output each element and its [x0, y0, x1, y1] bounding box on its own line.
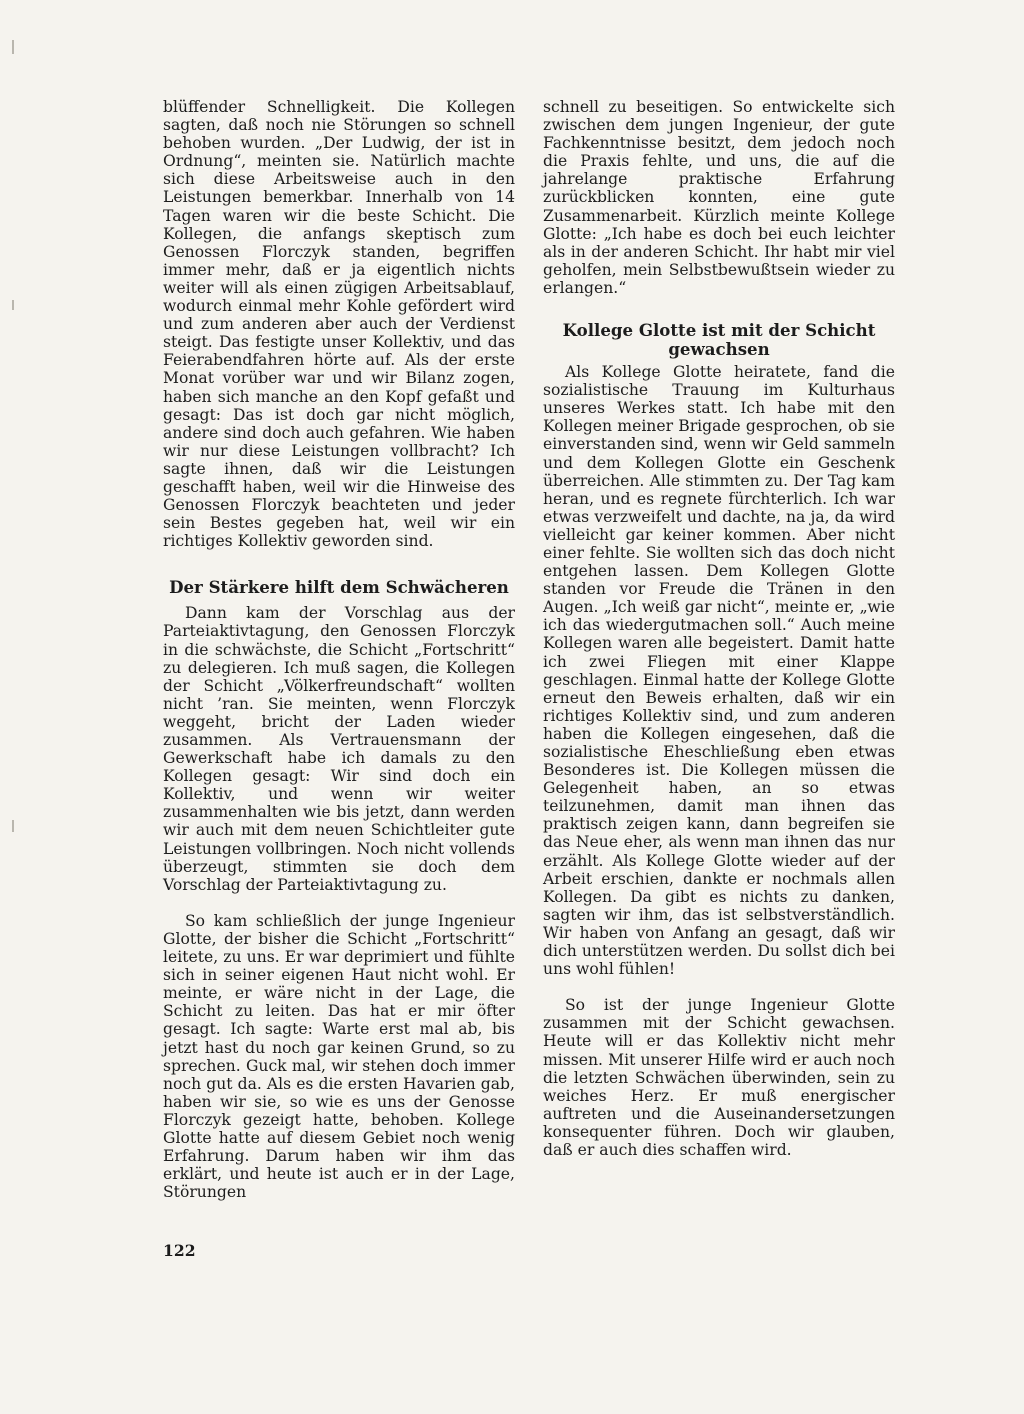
- scan-edge-mark: [12, 40, 14, 54]
- page-number: 122: [163, 1241, 196, 1260]
- section-heading-line: gewachsen: [668, 339, 770, 360]
- paragraph: Als Kollege Glotte heiratete, fand die sozialistische Trauung im Kulturhaus unseres Werkes statt. Ich habe mit den Kollegen meiner Brigade gesprochen, ob sie einverstanden sind, wenn wir Geld sammeln und dem Kollegen Glotte ein Geschenk überreichen. Alle stimmten zu. Der Tag kam heran, und es regnete fürchterlich. Ich war etwas verzweifelt und dachte, na ja, da wird vielleicht gar keiner kommen. Aber nicht einer fehlte. Sie wollten sich das doch nicht entgehen lassen. Dem Kollegen Glotte standen vor Freude die Tränen in den Augen. „Ich weiß gar nicht“, meinte er, „wie ich das wiedergutmachen soll.“ Auch meine Kollegen waren alle begeistert. Damit hatte ich zwei Fliegen mit einer Klappe geschlagen. Einmal hatte der Kollege Glotte erneut den Beweis erhalten, daß wir ein richtiges Kollektiv sind, und zum anderen haben die Kollegen eingesehen, daß die sozialistische Eheschließung eben etwas Besonderes ist. Die Kollegen müssen die Gelegenheit haben, an so etwas teilzunehmen, damit man ihnen das praktisch zeigen kann, dann begreifen sie das Neue eher, als wenn man ihnen das nur erzählt. Als Kollege Glotte wieder auf der Arbeit erschien, dankte er nochmals allen Kollegen. Da gibt es nichts zu danken, sagten wir ihm, das ist selbstverständlich. Wir haben von Anfang an gesagt, daß wir dich unterstützen werden. Du sollst dich bei uns wohl fühlen!: [543, 363, 895, 979]
- section-heading-line: Kollege Glotte ist mit der Schicht: [562, 320, 876, 341]
- paragraph: So kam schließlich der junge Ingenieur Glotte, der bisher die Schicht „Fortschritt“ leitete, zu uns. Er war deprimiert und fühlte sich in seiner eigenen Haut nicht wohl. Er meinte, er wäre nicht in der Lage, die Schicht zu leiten. Das hat er mir öfter gesagt. Ich sagte: Warte erst mal ab, bis jetzt hast du noch gar keinen Grund, so zu sprechen. Guck mal, wir stehen doch immer noch gut da. Als es die ersten Havarien gab, haben wir sie, so wie es uns der Genosse Florczyk gezeigt hatte, behoben. Kollege Glotte hatte auf diesem Gebiet noch wenig Erfahrung. Darum haben wir ihm das erklärt, und heute ist auch er in der Lage, Störungen: [163, 911, 515, 1202]
- scan-edge-mark: [12, 300, 14, 310]
- paragraph: blüffender Schnelligkeit. Die Kollegen sagten, daß noch nie Störungen so schnell behoben wurden. „Der Ludwig, der ist in Ordnung“, meinten sie. Natürlich machte sich diese Arbeitsweise auch in den Leistungen bemerkbar. Innerhalb von 14 Tagen waren wir die beste Schicht. Die Kollegen, die anfangs skeptisch zum Genossen Florczyk standen, begriffen immer mehr, daß er ja eigentlich nichts weiter will als einen zügigen Arbeitsablauf, wodurch einmal mehr Kohle gefördert wird und zum anderen aber auch der Verdienst steigt. Das festigte unser Kollektiv, und das Feierabendfahren hörte auf. Als der erste Monat vorüber war und wir Bilanz zogen, haben sich manche an den Kopf gefaßt und gesagt: Das ist doch gar nicht möglich, andere sind doch auch gefahren. Wie haben wir nur diese Leistungen vollbracht? Ich sagte ihnen, daß wir die Leistungen geschafft haben, weil wir die Hinweise des Genossen Florczyk beachteten und jeder sein Bestes gegeben hat, weil wir ein richtiges Kollektiv geworden sind.: [163, 98, 515, 551]
- paragraph: So ist der junge Ingenieur Glotte zusammen mit der Schicht gewachsen. Heute will er das Kollektiv nicht mehr missen. Mit unserer Hilfe wird er auch noch die letzten Schwächen überwinden, sein zu weiches Herz. Er muß energischer auftreten und die Auseinandersetzungen konsequenter führen. Doch wir glauben, daß er auch dies schaffen wird.: [543, 996, 895, 1159]
- paragraph: schnell zu beseitigen. So entwickelte sich zwischen dem jungen Ingenieur, der gute Fachkenntnisse besitzt, dem jedoch noch die Praxis fehlte, und uns, die auf die jahrelange praktische Erfahrung zurückblicken konnten, eine gute Zusammenarbeit. Kürzlich meinte Kollege Glotte: „Ich habe es doch bei euch leichter als in der anderen Schicht. Ihr habt mir viel geholfen, mein Selbstbewußtsein wieder zu erlangen.“: [543, 98, 895, 297]
- section-heading: [543, 321, 895, 359]
- left-column: [163, 98, 515, 1201]
- right-column: [543, 98, 895, 1159]
- scan-edge-mark: [12, 820, 14, 832]
- paragraph: Dann kam der Vorschlag aus der Parteiaktivtagung, den Genossen Florczyk in die schwächste, die Schicht „Fortschritt“ zu delegieren. Ich muß sagen, die Kollegen der Schicht „Völkerfreundschaft“ wollten nicht ’ran. Sie meinten, wenn Florczyk weggeht, bricht der Laden wieder zusammen. Als Vertrauensmann der Gewerkschaft habe ich damals zu den Kollegen gesagt: Wir sind doch ein Kollektiv, und wenn wir weiter zusammenhalten wie bis jetzt, dann werden wir auch mit dem neuen Schichtleiter gute Leistungen vollbringen. Noch nicht vollends überzeugt, stimmten sie doch dem Vorschlag der Parteiaktivtagung zu.: [163, 604, 515, 894]
- section-heading: Der Stärkere hilft dem Schwächeren: [169, 577, 509, 598]
